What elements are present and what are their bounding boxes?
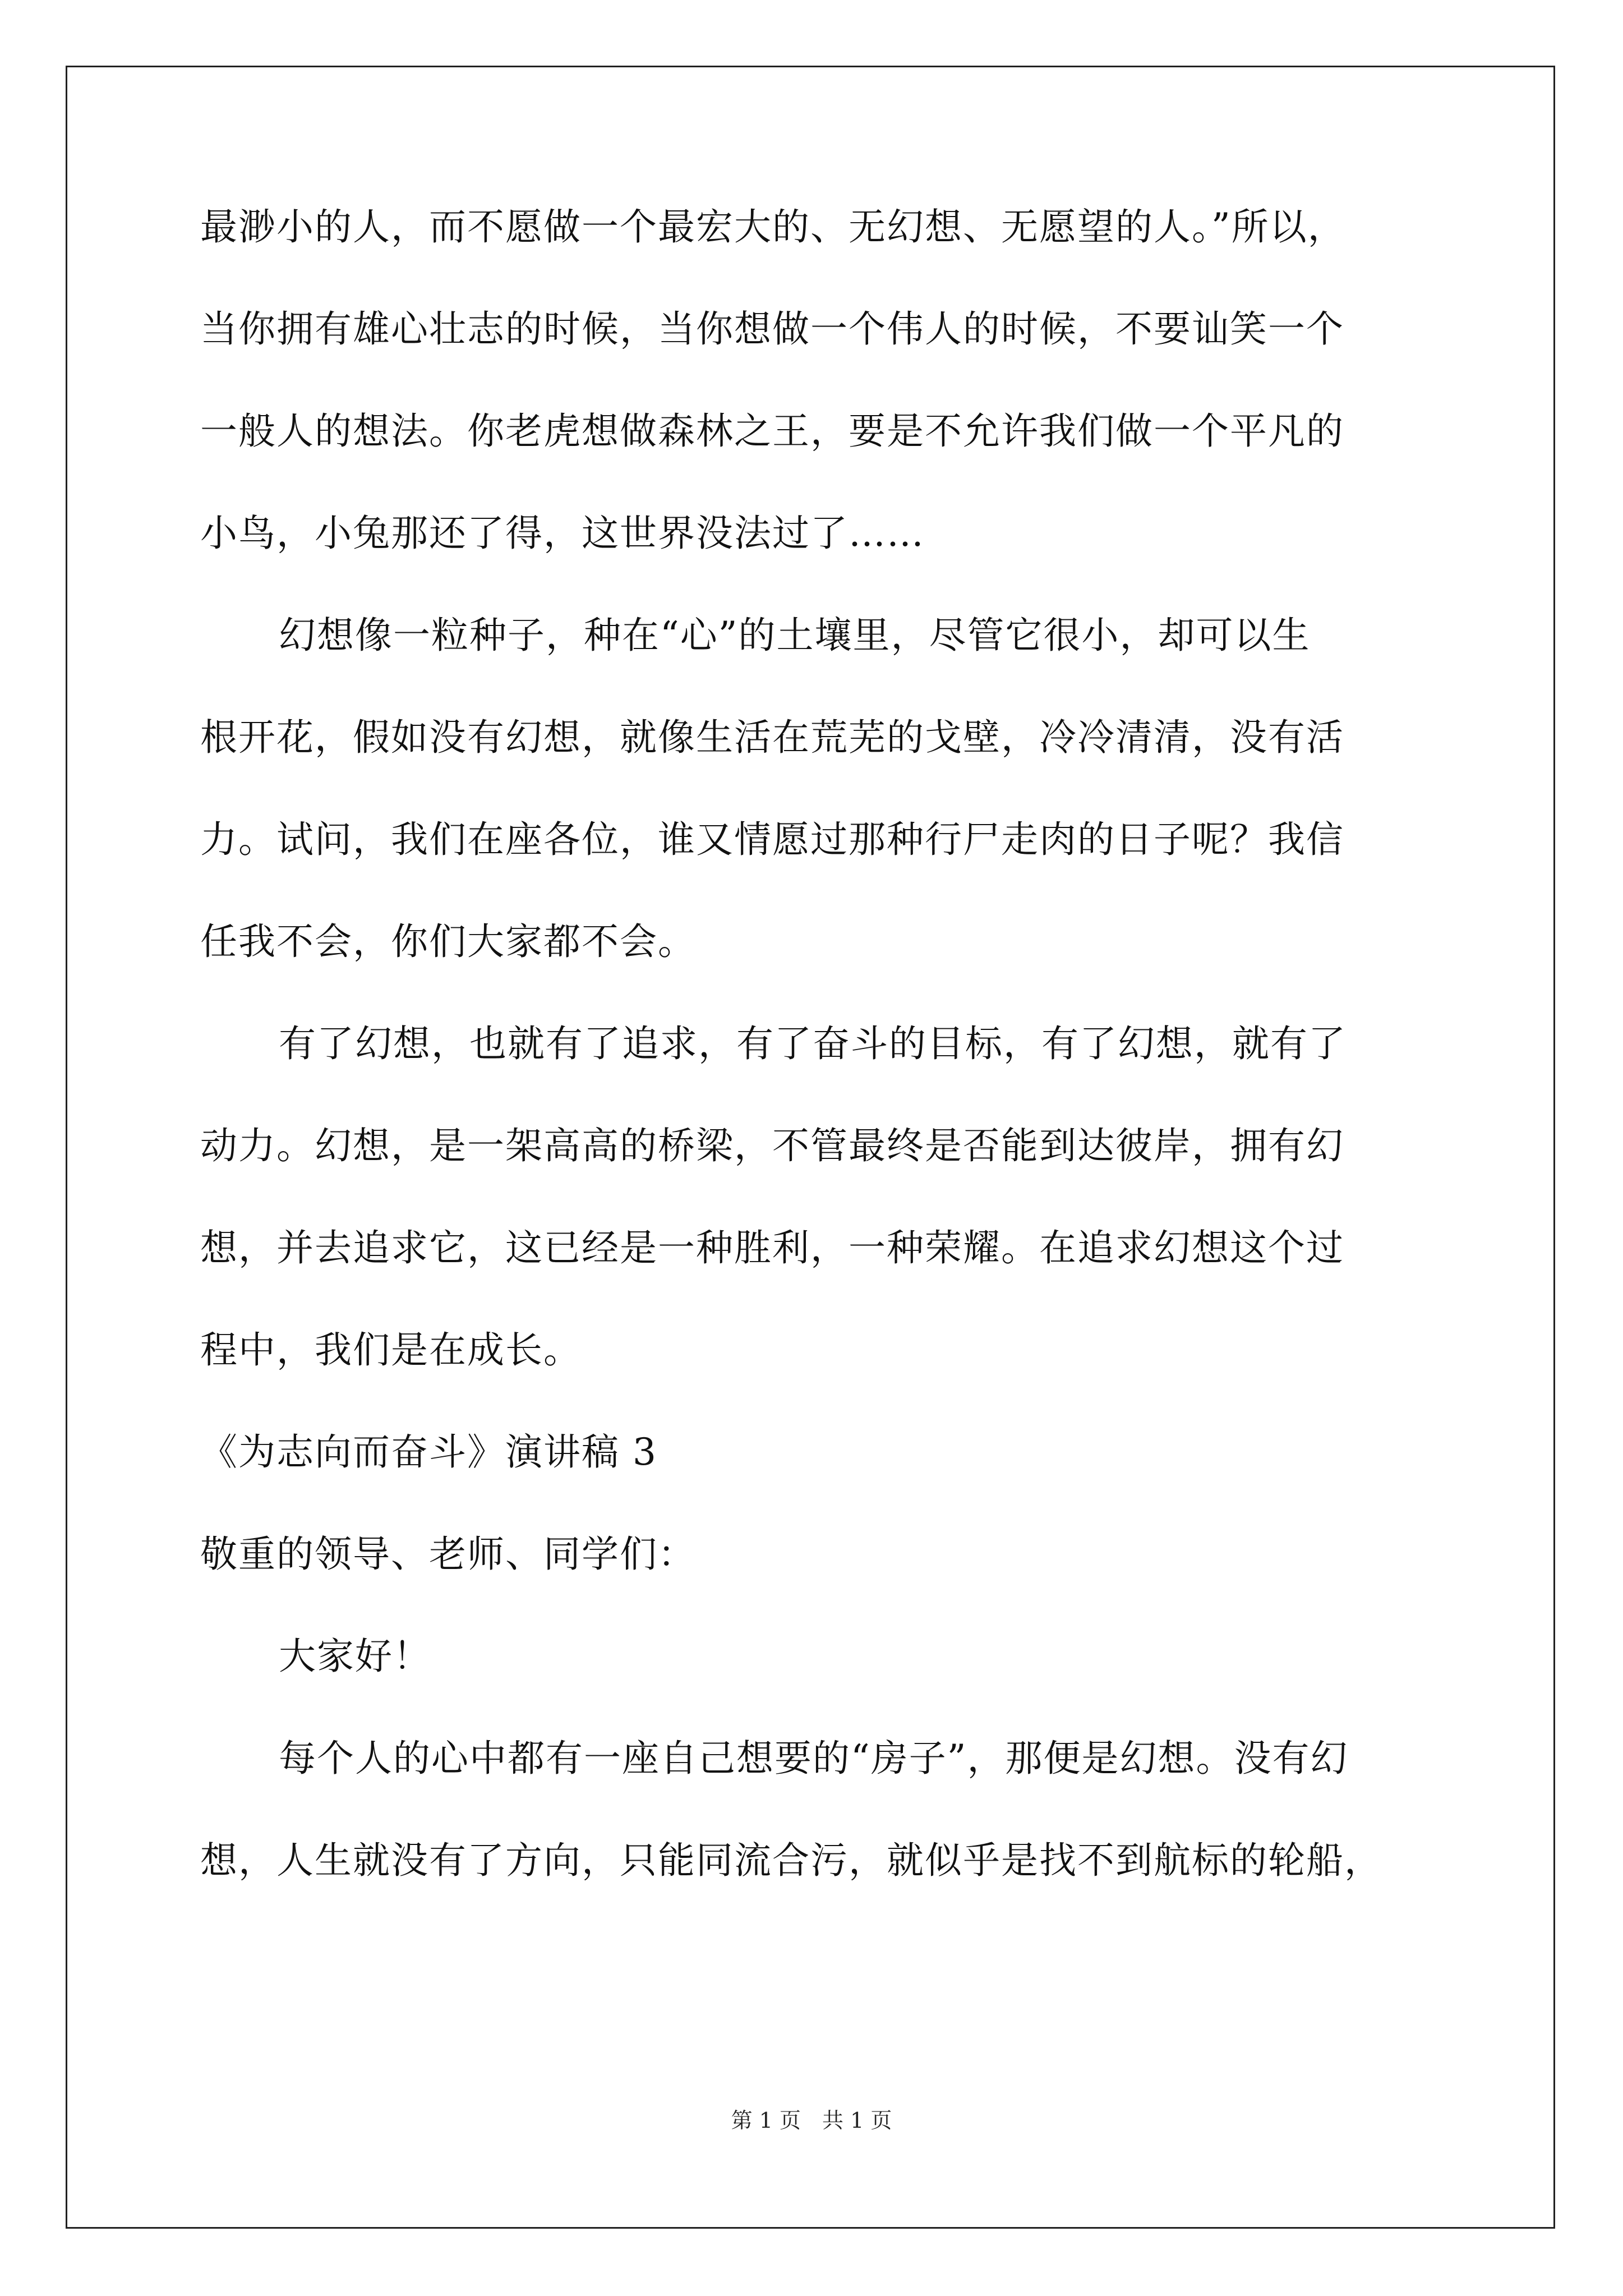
salutation: 敬重的领导、老师、同学们： [200, 1533, 696, 1576]
text-line: 一般人的想法。你老虎想做森林之王，要是不允许我们做一个平凡的 [200, 409, 1344, 453]
text-line: 当你拥有雄心壮志的时候，当你想做一个伟人的时候，不要讪笑一个 [200, 307, 1344, 351]
text-line: 任我不会，你们大家都不会。 [200, 920, 696, 963]
text-line: 想，人生就没有了方向，只能同流合污，就似乎是找不到航标的轮船， [200, 1839, 1382, 1882]
text-line: 力。试问，我们在座各位，谁又情愿过那种行尸走肉的日子呢？我信 [200, 818, 1344, 861]
text-line: 程中，我们是在成长。 [200, 1328, 582, 1372]
text-line: 小鸟，小兔那还了得，这世界没法过了…… [200, 512, 925, 555]
section-heading: 《为志向而奋斗》演讲稿 3 [200, 1430, 657, 1474]
text-line: 最渺小的人，而不愿做一个最宏大的、无幻想、无愿望的人。”所以， [200, 205, 1346, 249]
text-line: 根开花，假如没有幻想，就像生活在荒芜的戈壁，冷冷清清，没有活 [200, 716, 1344, 759]
paragraph-start-line: 每个人的心中都有一座自己想要的“房子”，那便是幻想。没有幻 [279, 1737, 1349, 1780]
page-number-footer: 第 1 页 共 1 页 [731, 2108, 892, 2133]
text-line: 动力。幻想，是一架高高的桥梁，不管最终是否能到达彼岸，拥有幻 [200, 1124, 1344, 1167]
text-line: 想，并去追求它，这已经是一种胜利，一种荣耀。在追求幻想这个过 [200, 1226, 1344, 1269]
greeting: 大家好！ [279, 1635, 431, 1678]
paragraph-start-line: 幻想像一粒种子，种在“心”的土壤里，尽管它很小，却可以生 [279, 614, 1311, 657]
paragraph-start-line: 有了幻想，也就有了追求，有了奋斗的目标，有了幻想，就有了 [279, 1022, 1347, 1065]
